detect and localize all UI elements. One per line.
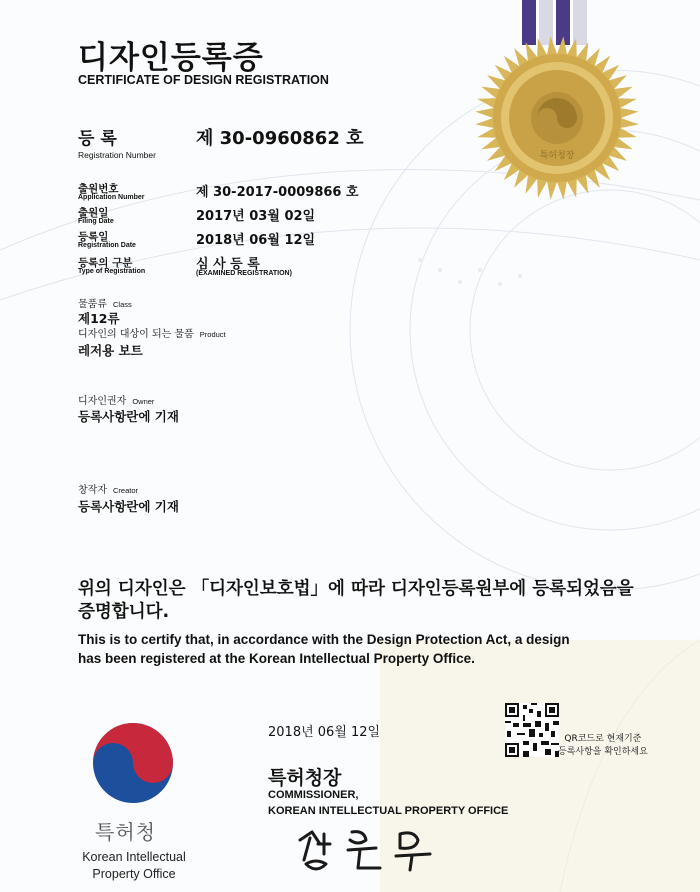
certification-ko-line2: 증명합니다. [78, 602, 170, 622]
certification-statement-ko [78, 578, 638, 624]
registration-type-label: 등록의 구분 [78, 257, 133, 269]
office-name-ko: 특허청 [95, 820, 156, 844]
qr-note [558, 733, 648, 759]
registration-date-label-en: Registration Date [78, 242, 136, 249]
product-label [78, 325, 226, 340]
registration-type-value-en: (EXAMINED REGISTRATION) [196, 270, 292, 277]
registration-label-en: Registration Number [78, 150, 156, 160]
class-label-en: Class [112, 300, 132, 309]
certificate-subtitle: CERTIFICATE OF DESIGN REGISTRATION [78, 73, 329, 87]
certification-statement-en [78, 630, 638, 668]
svg-text:특허청장: 특허청장 [539, 151, 575, 161]
owner-label [78, 392, 154, 407]
class-label-ko: 물품류 [78, 299, 107, 310]
registration-label: 등 록 [78, 129, 117, 149]
product-label-en: Product [199, 330, 226, 339]
commissioner-en-line1: COMMISSIONER, [268, 789, 359, 801]
certification-en-line1: This is to certify that, in accordance with the Design Protection Act, a design [78, 632, 570, 647]
commissioner-en-line2: KOREAN INTELLECTUAL PROPERTY OFFICE [268, 805, 509, 817]
office-name-en-line2: Property Office [92, 867, 176, 881]
registration-date-value: 2018년 06월 12일 [196, 233, 316, 248]
creator-label-en: Creator [112, 486, 138, 495]
creator-label-ko: 창작자 [78, 485, 107, 496]
creator-label [78, 481, 138, 496]
product-value: 레저용 보트 [78, 343, 143, 358]
handwritten-signature [290, 820, 450, 880]
class-label [78, 295, 132, 310]
qr-note-line1: QR코드로 현재기준 [564, 734, 642, 744]
filing-date-label: 출원일 [78, 207, 109, 219]
registration-date-label: 등록일 [78, 231, 109, 243]
creator-value: 등록사항란에 기재 [78, 499, 179, 514]
office-name-en-line1: Korean Intellectual [82, 850, 186, 864]
class-value: 제12류 [78, 311, 120, 326]
filing-date-label-en: Filing Date [78, 218, 114, 225]
office-name-en [74, 849, 194, 883]
owner-label-ko: 디자인권자 [78, 396, 127, 407]
product-label-ko: 디자인의 대상이 되는 물품 [78, 329, 194, 340]
application-number-value: 제 30-2017-0009866 호 [196, 185, 359, 200]
qr-note-line2: 등록사항을 확인하세요 [558, 747, 648, 757]
registration-type-label-en: Type of Registration [78, 268, 146, 275]
registration-type-value: 심 사 등 록 [196, 257, 260, 272]
commissioner-title-en [268, 787, 508, 819]
application-number-label-en: Application Number [78, 194, 145, 201]
kipo-logo [90, 720, 176, 806]
application-number-label: 출원번호 [78, 183, 119, 195]
owner-label-en: Owner [132, 397, 155, 406]
gold-seal [474, 35, 640, 201]
owner-value: 등록사항란에 기재 [78, 409, 179, 424]
commissioner-title-ko: 특허청장 [268, 767, 342, 789]
registration-number: 제 30-0960862 호 [196, 128, 364, 149]
certificate-title: 디자인등록증 [78, 40, 264, 76]
qr-code[interactable] [505, 703, 559, 757]
issue-date: 2018년 06월 12일 [268, 725, 381, 740]
filing-date-value: 2017년 03월 02일 [196, 209, 316, 224]
certification-en-line2: has been registered at the Korean Intellectual Property Office. [78, 651, 475, 666]
certification-ko-line1: 위의 디자인은 「디자인보호법」에 따라 디자인등록원부에 등록되었음을 [78, 579, 634, 599]
